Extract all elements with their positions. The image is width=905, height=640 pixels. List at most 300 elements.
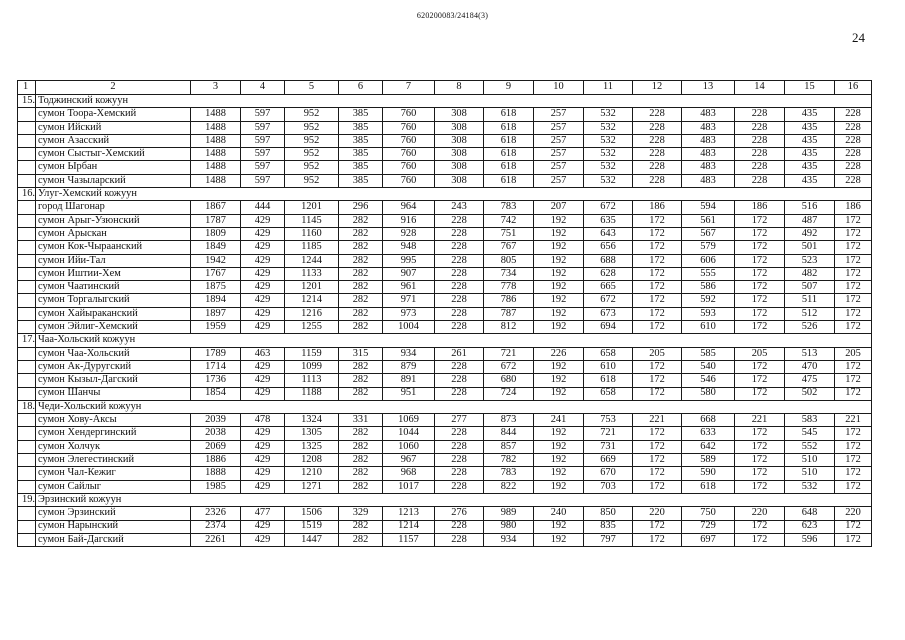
value-cell: 228 xyxy=(435,307,484,320)
table-row xyxy=(18,254,872,267)
index-cell xyxy=(18,427,36,440)
column-header: 2 xyxy=(36,81,191,95)
value-cell: 967 xyxy=(383,454,435,467)
locality-name: сумон Кок-Чыраанский xyxy=(36,241,191,254)
group-row xyxy=(18,400,872,413)
column-header: 15 xyxy=(785,81,835,95)
value-cell: 501 xyxy=(785,241,835,254)
value-cell: 172 xyxy=(835,321,872,334)
value-cell: 257 xyxy=(534,174,584,187)
value-cell: 523 xyxy=(785,254,835,267)
value-cell: 1519 xyxy=(285,520,339,533)
value-cell: 172 xyxy=(633,227,682,240)
value-cell: 593 xyxy=(682,307,735,320)
index-cell xyxy=(18,467,36,480)
value-cell: 308 xyxy=(435,134,484,147)
value-cell: 1208 xyxy=(285,454,339,467)
value-cell: 812 xyxy=(484,321,534,334)
value-cell: 1488 xyxy=(191,174,241,187)
value-cell: 192 xyxy=(534,387,584,400)
value-cell: 228 xyxy=(435,267,484,280)
value-cell: 276 xyxy=(435,507,484,520)
value-cell: 172 xyxy=(835,267,872,280)
value-cell: 1216 xyxy=(285,307,339,320)
value-cell: 277 xyxy=(435,414,484,427)
group-title: Чеди-Хольский кожуун xyxy=(36,400,872,413)
value-cell: 786 xyxy=(484,294,534,307)
value-cell: 172 xyxy=(735,294,785,307)
value-cell: 729 xyxy=(682,520,735,533)
value-cell: 172 xyxy=(735,374,785,387)
value-cell: 257 xyxy=(534,161,584,174)
value-cell: 767 xyxy=(484,241,534,254)
value-cell: 192 xyxy=(534,294,584,307)
table-row xyxy=(18,201,872,214)
value-cell: 594 xyxy=(682,201,735,214)
table-row xyxy=(18,307,872,320)
value-cell: 192 xyxy=(534,454,584,467)
value-cell: 623 xyxy=(785,520,835,533)
locality-name: город Шагонар xyxy=(36,201,191,214)
value-cell: 703 xyxy=(584,480,633,493)
column-header: 6 xyxy=(339,81,383,95)
group-title: Чаа-Хольский кожуун xyxy=(36,334,872,347)
value-cell: 510 xyxy=(785,454,835,467)
value-cell: 172 xyxy=(633,427,682,440)
column-header: 14 xyxy=(735,81,785,95)
value-cell: 192 xyxy=(534,427,584,440)
value-cell: 1506 xyxy=(285,507,339,520)
index-cell xyxy=(18,454,36,467)
value-cell: 172 xyxy=(835,374,872,387)
value-cell: 487 xyxy=(785,214,835,227)
locality-name: сумон Ырбан xyxy=(36,161,191,174)
value-cell: 282 xyxy=(339,214,383,227)
value-cell: 172 xyxy=(735,520,785,533)
value-cell: 1213 xyxy=(383,507,435,520)
value-cell: 172 xyxy=(735,387,785,400)
value-cell: 470 xyxy=(785,360,835,373)
locality-name: сумон Хендергинский xyxy=(36,427,191,440)
table-row xyxy=(18,480,872,493)
index-cell xyxy=(18,507,36,520)
value-cell: 435 xyxy=(785,148,835,161)
value-cell: 934 xyxy=(383,347,435,360)
value-cell: 610 xyxy=(584,360,633,373)
locality-name: сумон Холчук xyxy=(36,440,191,453)
value-cell: 172 xyxy=(835,427,872,440)
value-cell: 228 xyxy=(435,241,484,254)
value-cell: 257 xyxy=(534,121,584,134)
value-cell: 760 xyxy=(383,121,435,134)
value-cell: 618 xyxy=(484,174,534,187)
value-cell: 1157 xyxy=(383,533,435,546)
value-cell: 172 xyxy=(735,281,785,294)
value-cell: 618 xyxy=(584,374,633,387)
index-cell xyxy=(18,520,36,533)
value-cell: 585 xyxy=(682,347,735,360)
value-cell: 192 xyxy=(534,374,584,387)
value-cell: 463 xyxy=(241,347,285,360)
value-cell: 228 xyxy=(835,134,872,147)
value-cell: 172 xyxy=(633,321,682,334)
value-cell: 643 xyxy=(584,227,633,240)
table-row xyxy=(18,440,872,453)
table-row xyxy=(18,267,872,280)
value-cell: 665 xyxy=(584,281,633,294)
value-cell: 1145 xyxy=(285,214,339,227)
value-cell: 221 xyxy=(835,414,872,427)
value-cell: 1185 xyxy=(285,241,339,254)
value-cell: 429 xyxy=(241,360,285,373)
value-cell: 172 xyxy=(633,281,682,294)
table-row xyxy=(18,294,872,307)
value-cell: 511 xyxy=(785,294,835,307)
value-cell: 618 xyxy=(484,148,534,161)
value-cell: 192 xyxy=(534,467,584,480)
value-cell: 221 xyxy=(735,414,785,427)
index-cell xyxy=(18,347,36,360)
value-cell: 532 xyxy=(584,121,633,134)
value-cell: 172 xyxy=(633,480,682,493)
value-cell: 597 xyxy=(241,121,285,134)
value-cell: 257 xyxy=(534,108,584,121)
value-cell: 228 xyxy=(735,134,785,147)
locality-name: сумон Сайлыг xyxy=(36,480,191,493)
value-cell: 228 xyxy=(435,214,484,227)
value-cell: 532 xyxy=(584,148,633,161)
value-cell: 783 xyxy=(484,201,534,214)
value-cell: 1897 xyxy=(191,307,241,320)
value-cell: 596 xyxy=(785,533,835,546)
table-row xyxy=(18,414,872,427)
value-cell: 172 xyxy=(633,440,682,453)
value-cell: 172 xyxy=(735,267,785,280)
value-cell: 610 xyxy=(682,321,735,334)
value-cell: 1133 xyxy=(285,267,339,280)
value-cell: 964 xyxy=(383,201,435,214)
locality-name: сумон Сыстыг-Хемский xyxy=(36,148,191,161)
value-cell: 844 xyxy=(484,427,534,440)
value-cell: 694 xyxy=(584,321,633,334)
value-cell: 172 xyxy=(633,241,682,254)
value-cell: 1854 xyxy=(191,387,241,400)
value-cell: 172 xyxy=(735,480,785,493)
locality-name: сумон Хову-Аксы xyxy=(36,414,191,427)
value-cell: 192 xyxy=(534,360,584,373)
value-cell: 1244 xyxy=(285,254,339,267)
value-cell: 1113 xyxy=(285,374,339,387)
column-header: 4 xyxy=(241,81,285,95)
table-row xyxy=(18,454,872,467)
index-cell xyxy=(18,307,36,320)
value-cell: 669 xyxy=(584,454,633,467)
group-index: 17. xyxy=(18,334,36,347)
value-cell: 586 xyxy=(682,281,735,294)
index-cell xyxy=(18,533,36,546)
value-cell: 228 xyxy=(633,121,682,134)
value-cell: 429 xyxy=(241,321,285,334)
value-cell: 783 xyxy=(484,467,534,480)
index-cell xyxy=(18,201,36,214)
locality-name: сумон Азасский xyxy=(36,134,191,147)
value-cell: 734 xyxy=(484,267,534,280)
value-cell: 540 xyxy=(682,360,735,373)
value-cell: 545 xyxy=(785,427,835,440)
table-row xyxy=(18,467,872,480)
value-cell: 760 xyxy=(383,108,435,121)
value-cell: 429 xyxy=(241,214,285,227)
index-cell xyxy=(18,214,36,227)
value-cell: 172 xyxy=(633,214,682,227)
value-cell: 172 xyxy=(835,533,872,546)
value-cell: 172 xyxy=(835,307,872,320)
column-header: 7 xyxy=(383,81,435,95)
value-cell: 642 xyxy=(682,440,735,453)
value-cell: 220 xyxy=(735,507,785,520)
value-cell: 282 xyxy=(339,360,383,373)
value-cell: 656 xyxy=(584,241,633,254)
value-cell: 308 xyxy=(435,161,484,174)
value-cell: 282 xyxy=(339,440,383,453)
value-cell: 172 xyxy=(735,454,785,467)
value-cell: 172 xyxy=(735,360,785,373)
value-cell: 228 xyxy=(435,440,484,453)
value-cell: 546 xyxy=(682,374,735,387)
value-cell: 778 xyxy=(484,281,534,294)
value-cell: 482 xyxy=(785,267,835,280)
value-cell: 308 xyxy=(435,174,484,187)
value-cell: 1447 xyxy=(285,533,339,546)
value-cell: 1942 xyxy=(191,254,241,267)
value-cell: 172 xyxy=(835,440,872,453)
value-cell: 1325 xyxy=(285,440,339,453)
value-cell: 483 xyxy=(682,161,735,174)
index-cell xyxy=(18,241,36,254)
value-cell: 429 xyxy=(241,267,285,280)
index-cell xyxy=(18,254,36,267)
value-cell: 721 xyxy=(484,347,534,360)
value-cell: 1210 xyxy=(285,467,339,480)
value-cell: 513 xyxy=(785,347,835,360)
value-cell: 228 xyxy=(435,427,484,440)
column-header-row xyxy=(18,81,872,95)
value-cell: 2069 xyxy=(191,440,241,453)
page-number: 24 xyxy=(852,30,865,45)
value-cell: 282 xyxy=(339,520,383,533)
index-cell xyxy=(18,134,36,147)
value-cell: 221 xyxy=(633,414,682,427)
value-cell: 282 xyxy=(339,281,383,294)
value-cell: 228 xyxy=(435,520,484,533)
value-cell: 172 xyxy=(633,254,682,267)
value-cell: 1188 xyxy=(285,387,339,400)
locality-name: сумон Ийский xyxy=(36,121,191,134)
value-cell: 282 xyxy=(339,374,383,387)
index-cell xyxy=(18,294,36,307)
value-cell: 589 xyxy=(682,454,735,467)
value-cell: 477 xyxy=(241,507,285,520)
value-cell: 429 xyxy=(241,454,285,467)
locality-name: сумон Эрзинский xyxy=(36,507,191,520)
table-row xyxy=(18,507,872,520)
value-cell: 385 xyxy=(339,174,383,187)
group-row xyxy=(18,188,872,201)
value-cell: 618 xyxy=(682,480,735,493)
table-row xyxy=(18,108,872,121)
value-cell: 583 xyxy=(785,414,835,427)
value-cell: 429 xyxy=(241,480,285,493)
value-cell: 1004 xyxy=(383,321,435,334)
value-cell: 385 xyxy=(339,108,383,121)
index-cell xyxy=(18,108,36,121)
value-cell: 782 xyxy=(484,454,534,467)
group-index: 19. xyxy=(18,493,36,506)
value-cell: 1214 xyxy=(383,520,435,533)
column-header: 9 xyxy=(484,81,534,95)
value-cell: 192 xyxy=(534,520,584,533)
value-cell: 228 xyxy=(633,108,682,121)
value-cell: 186 xyxy=(835,201,872,214)
value-cell: 429 xyxy=(241,533,285,546)
value-cell: 742 xyxy=(484,214,534,227)
value-cell: 385 xyxy=(339,148,383,161)
value-cell: 928 xyxy=(383,227,435,240)
value-cell: 172 xyxy=(835,467,872,480)
group-index: 18. xyxy=(18,400,36,413)
value-cell: 1488 xyxy=(191,148,241,161)
value-cell: 532 xyxy=(785,480,835,493)
value-cell: 435 xyxy=(785,174,835,187)
value-cell: 618 xyxy=(484,121,534,134)
value-cell: 282 xyxy=(339,454,383,467)
value-cell: 891 xyxy=(383,374,435,387)
value-cell: 1488 xyxy=(191,121,241,134)
value-cell: 731 xyxy=(584,440,633,453)
value-cell: 567 xyxy=(682,227,735,240)
value-cell: 228 xyxy=(435,321,484,334)
value-cell: 1044 xyxy=(383,427,435,440)
value-cell: 952 xyxy=(285,134,339,147)
value-cell: 1875 xyxy=(191,281,241,294)
value-cell: 228 xyxy=(435,281,484,294)
value-cell: 753 xyxy=(584,414,633,427)
value-cell: 688 xyxy=(584,254,633,267)
table-row xyxy=(18,148,872,161)
value-cell: 192 xyxy=(534,440,584,453)
value-cell: 1214 xyxy=(285,294,339,307)
value-cell: 192 xyxy=(534,281,584,294)
locality-name: сумон Кызыл-Дагский xyxy=(36,374,191,387)
index-cell xyxy=(18,227,36,240)
column-header: 13 xyxy=(682,81,735,95)
value-cell: 835 xyxy=(584,520,633,533)
index-cell xyxy=(18,281,36,294)
value-cell: 1488 xyxy=(191,108,241,121)
index-cell xyxy=(18,374,36,387)
value-cell: 228 xyxy=(633,174,682,187)
value-cell: 658 xyxy=(584,347,633,360)
value-cell: 483 xyxy=(682,121,735,134)
value-cell: 1767 xyxy=(191,267,241,280)
value-cell: 282 xyxy=(339,467,383,480)
locality-name: сумон Ийи-Тал xyxy=(36,254,191,267)
value-cell: 952 xyxy=(285,148,339,161)
value-cell: 1985 xyxy=(191,480,241,493)
value-cell: 618 xyxy=(484,134,534,147)
value-cell: 879 xyxy=(383,360,435,373)
table-row xyxy=(18,227,872,240)
value-cell: 680 xyxy=(484,374,534,387)
value-cell: 597 xyxy=(241,174,285,187)
value-cell: 516 xyxy=(785,201,835,214)
value-cell: 220 xyxy=(835,507,872,520)
table-row xyxy=(18,427,872,440)
value-cell: 315 xyxy=(339,347,383,360)
table-body xyxy=(18,81,872,547)
value-cell: 507 xyxy=(785,281,835,294)
value-cell: 172 xyxy=(735,307,785,320)
table-row xyxy=(18,321,872,334)
value-cell: 172 xyxy=(835,281,872,294)
value-cell: 205 xyxy=(835,347,872,360)
value-cell: 592 xyxy=(682,294,735,307)
value-cell: 2038 xyxy=(191,427,241,440)
value-cell: 172 xyxy=(835,387,872,400)
locality-name: сумон Элегестинский xyxy=(36,454,191,467)
value-cell: 475 xyxy=(785,374,835,387)
value-cell: 228 xyxy=(835,121,872,134)
value-cell: 444 xyxy=(241,201,285,214)
locality-name: сумон Чаа-Хольский xyxy=(36,347,191,360)
value-cell: 968 xyxy=(383,467,435,480)
value-cell: 483 xyxy=(682,174,735,187)
index-cell xyxy=(18,161,36,174)
value-cell: 329 xyxy=(339,507,383,520)
column-header: 12 xyxy=(633,81,682,95)
value-cell: 672 xyxy=(584,201,633,214)
value-cell: 822 xyxy=(484,480,534,493)
value-cell: 1488 xyxy=(191,161,241,174)
value-cell: 750 xyxy=(682,507,735,520)
value-cell: 172 xyxy=(633,267,682,280)
value-cell: 261 xyxy=(435,347,484,360)
value-cell: 760 xyxy=(383,161,435,174)
value-cell: 435 xyxy=(785,108,835,121)
value-cell: 721 xyxy=(584,427,633,440)
index-cell xyxy=(18,440,36,453)
value-cell: 228 xyxy=(735,161,785,174)
value-cell: 672 xyxy=(584,294,633,307)
table-row xyxy=(18,281,872,294)
table-row xyxy=(18,360,872,373)
value-cell: 952 xyxy=(285,121,339,134)
value-cell: 282 xyxy=(339,387,383,400)
table-row xyxy=(18,374,872,387)
index-cell xyxy=(18,148,36,161)
value-cell: 172 xyxy=(633,374,682,387)
value-cell: 385 xyxy=(339,134,383,147)
value-cell: 532 xyxy=(584,161,633,174)
value-cell: 1271 xyxy=(285,480,339,493)
value-cell: 1849 xyxy=(191,241,241,254)
value-cell: 240 xyxy=(534,507,584,520)
value-cell: 483 xyxy=(682,108,735,121)
value-cell: 948 xyxy=(383,241,435,254)
value-cell: 1787 xyxy=(191,214,241,227)
value-cell: 429 xyxy=(241,294,285,307)
locality-name: сумон Чаатинский xyxy=(36,281,191,294)
